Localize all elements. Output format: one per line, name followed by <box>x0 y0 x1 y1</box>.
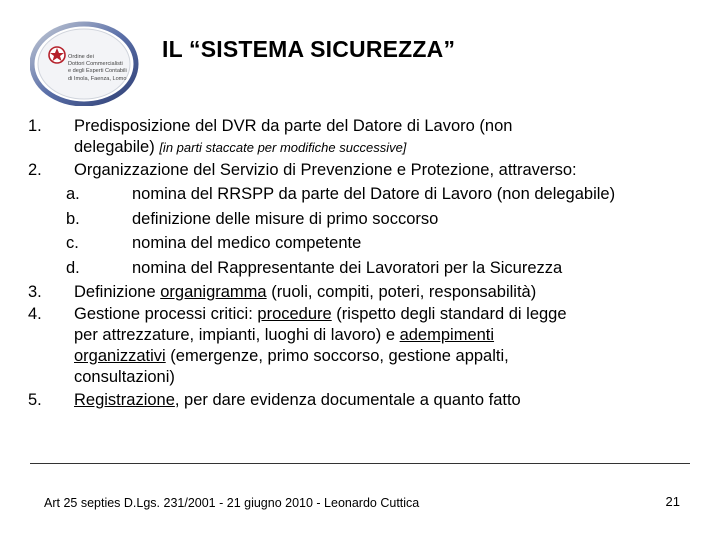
item-line <box>74 325 708 346</box>
slide-title: IL “SISTEMA SICUREZZA” <box>162 36 456 62</box>
item-text-part: Gestione processi critici: <box>74 305 258 323</box>
sub-item-text: definizione delle misure di primo soccorso <box>132 209 439 228</box>
list-item-2 <box>28 158 708 182</box>
list-item-4 <box>28 304 708 388</box>
item-note: [in parti staccate per modifiche successive] <box>159 140 407 155</box>
logo-line: Ordine dei <box>68 54 94 60</box>
footer-divider <box>30 463 690 464</box>
list-item-5 <box>28 388 708 412</box>
item-number: 1. <box>28 117 42 135</box>
sub-item-d <box>28 256 708 281</box>
sub-item-text: nomina del medico competente <box>132 234 362 252</box>
sub-item-b <box>28 207 708 232</box>
item-line: consultazioni) <box>74 368 175 386</box>
sub-item-letter: a. <box>66 185 80 203</box>
item-text-part: (ruoli, compiti, poteri, responsabilità) <box>266 283 537 301</box>
item-text-cont <box>74 137 708 158</box>
sub-item-c <box>28 231 708 256</box>
logo-line: di Imola, Faenza, Lomo <box>68 75 127 82</box>
item-text-part: per attrezzature, impianti, luoghi di lavoro) e <box>74 326 400 344</box>
item-text: Organizzazione del Servizio di Prevenzione e Protezione, attraverso: <box>74 161 577 179</box>
underlined-term: adempimenti <box>399 326 495 344</box>
item-text: Predisposizione del DVR da parte del Datore di Lavoro (non <box>74 117 513 135</box>
logo-text <box>68 54 158 83</box>
list-item-1 <box>28 116 708 158</box>
item-text-part: , per dare evidenza documentale a quanto fatto <box>174 391 521 409</box>
page-number: 21 <box>665 494 680 509</box>
sub-item-text: nomina del RRSPP da parte del Datore di Lavoro (non delegabile) <box>132 185 616 203</box>
item-line <box>74 304 708 325</box>
item-number: 4. <box>28 305 42 323</box>
sub-item-letter: b. <box>66 209 80 228</box>
sub-item-letter: d. <box>66 258 80 277</box>
underlined-term: organigramma <box>160 283 267 301</box>
logo-line: Dottori Commercialisti <box>68 61 123 68</box>
item-number: 5. <box>28 391 42 409</box>
item-number: 3. <box>28 283 42 301</box>
organization-logo <box>30 20 152 106</box>
item-text-part: (rispetto degli standard di legge <box>331 305 567 323</box>
footer-text: Art 25 septies D.Lgs. 231/2001 - 21 giugno 2010 - Leonardo Cuttica <box>44 496 420 510</box>
sub-item-a <box>28 182 708 207</box>
item-text-part: (emergenze, primo soccorso, gestione appalti, <box>165 347 509 365</box>
underlined-term: procedure <box>257 305 332 323</box>
item-text-part: delegabile) <box>74 138 160 156</box>
underlined-term: organizzativi <box>74 347 166 365</box>
numbered-list <box>28 116 708 412</box>
item-text-part: Definizione <box>74 283 161 301</box>
item-line <box>74 346 708 367</box>
underlined-term: Registrazione <box>74 391 175 409</box>
logo-line: e degli Esperti Contabili <box>68 68 127 75</box>
sub-item-letter: c. <box>66 234 79 252</box>
item-number: 2. <box>28 161 42 179</box>
list-item-3 <box>28 280 708 304</box>
sub-item-text: nomina del Rappresentante dei Lavoratori per la Sicurezza <box>132 258 563 277</box>
